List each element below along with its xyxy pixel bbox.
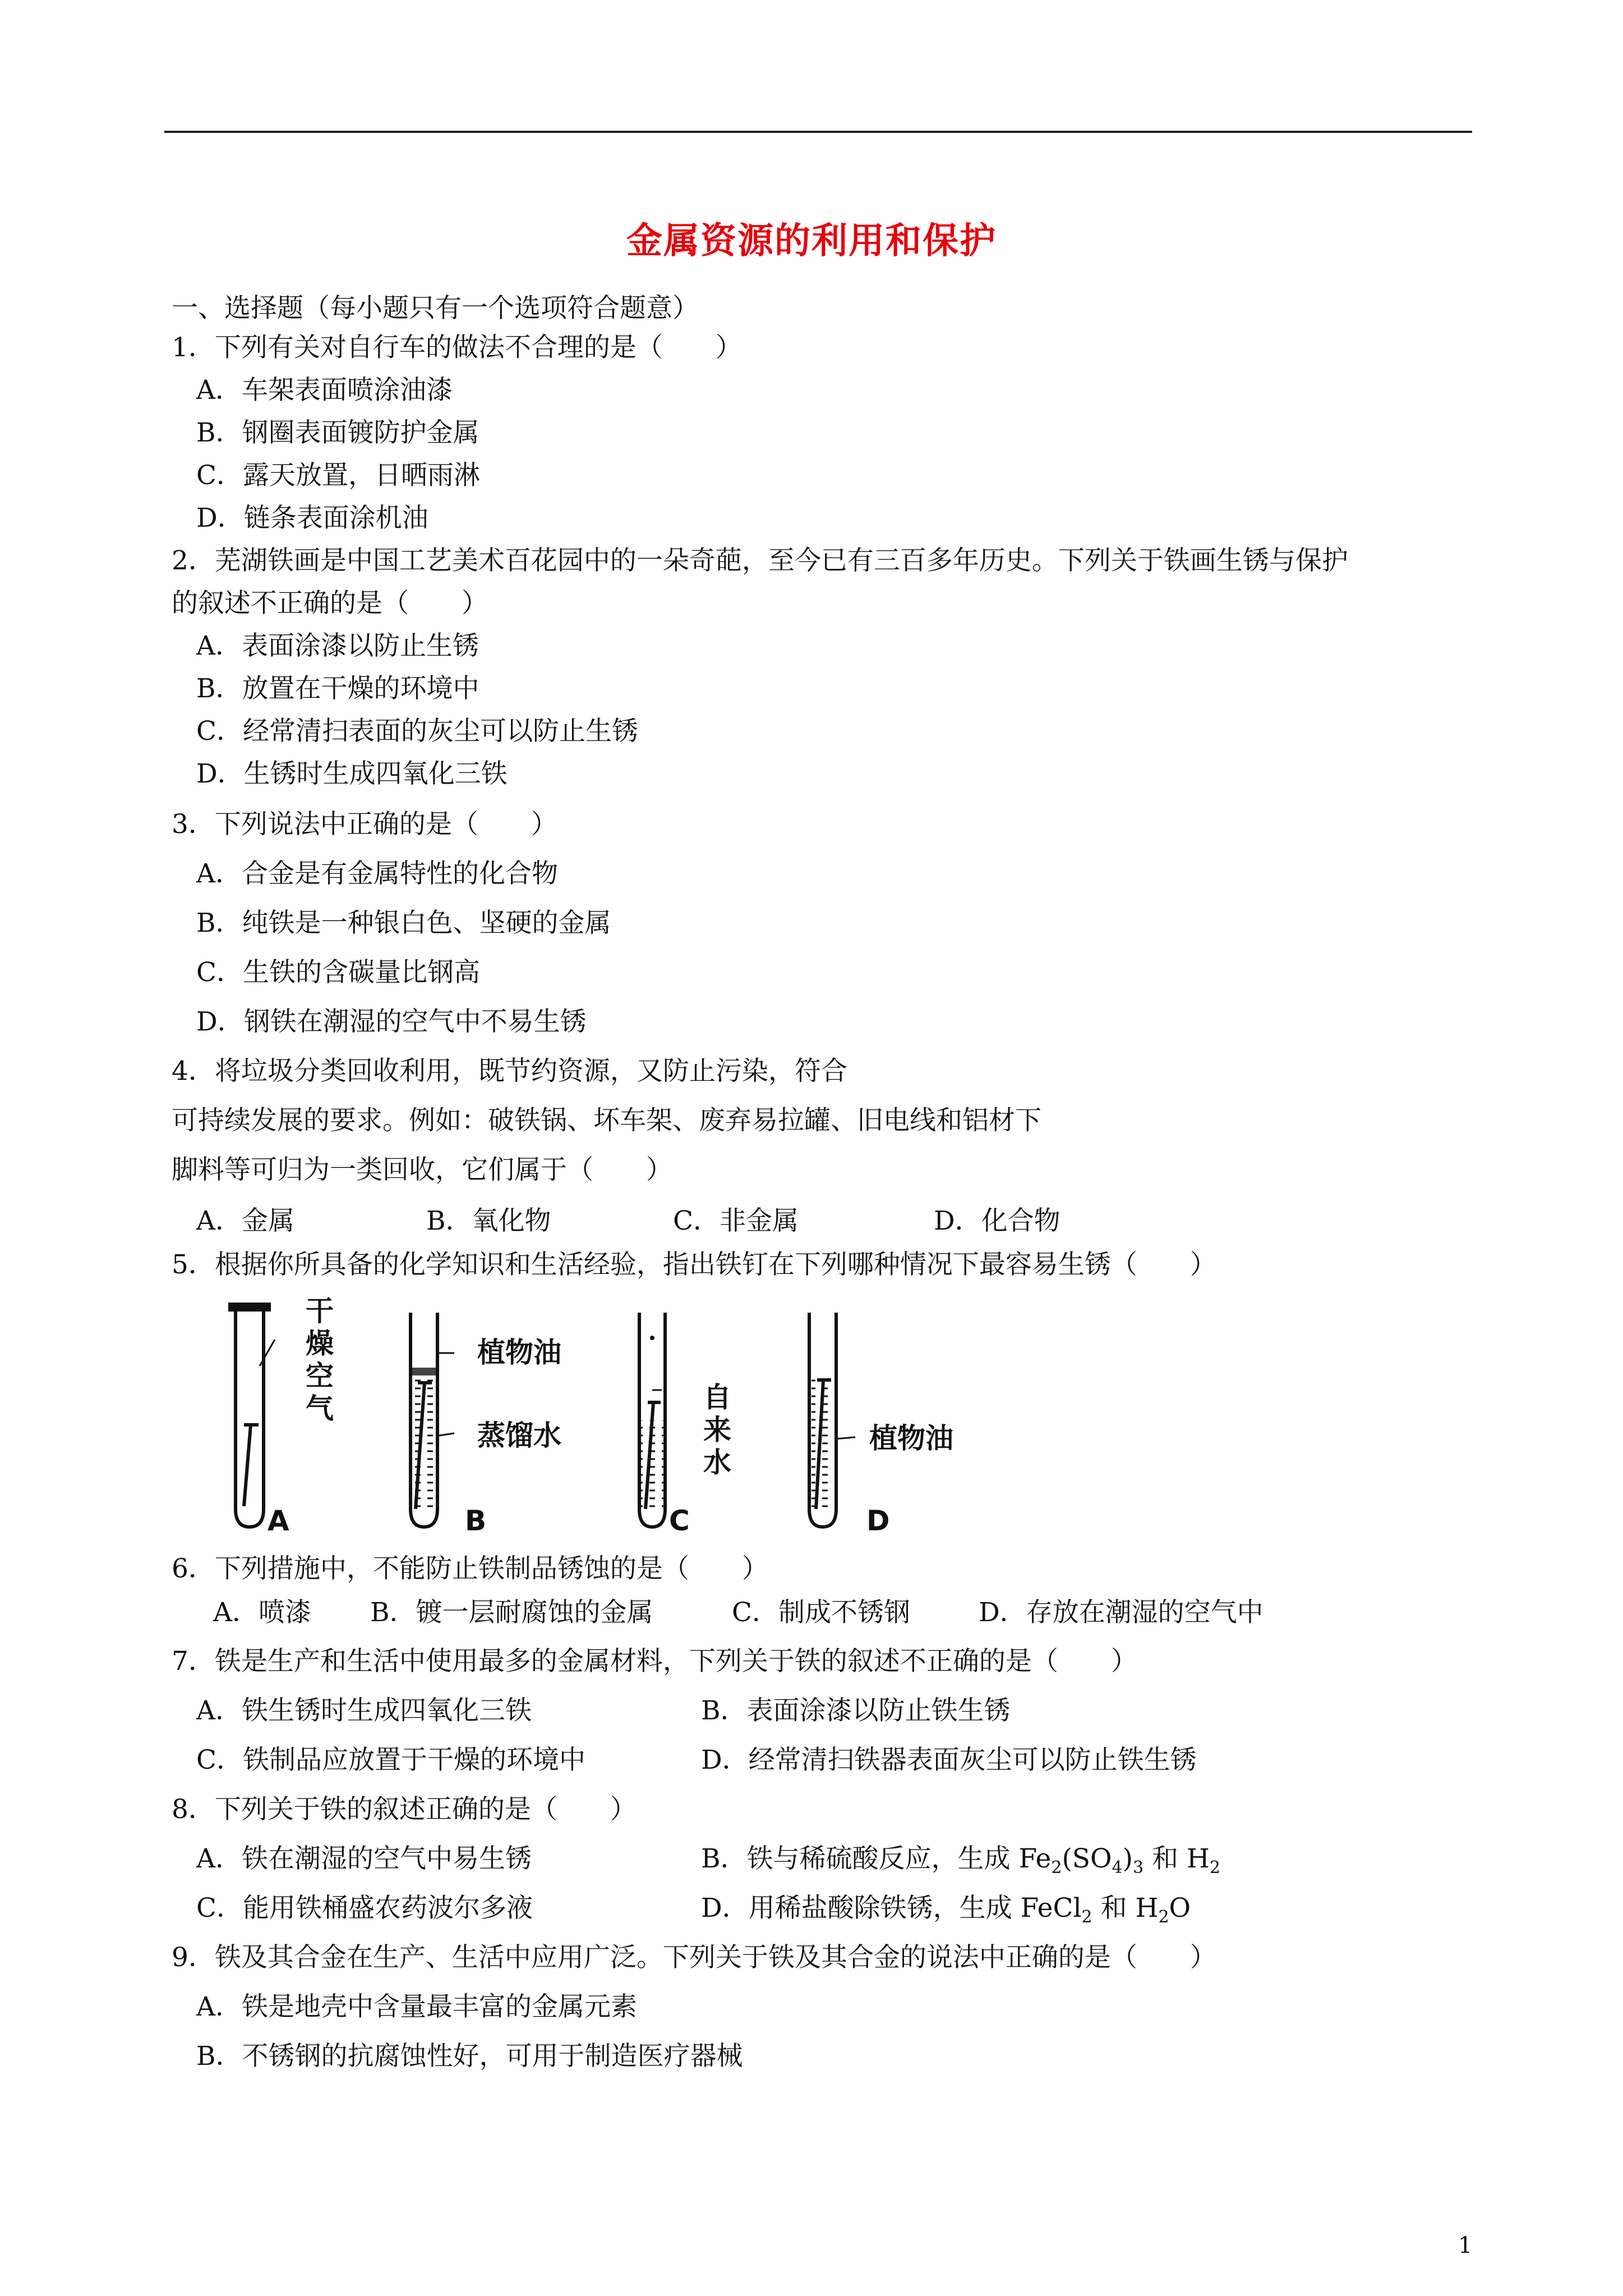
question-8-option-b: B．铁与稀硫酸反应，生成 $Fe_2(SO_4)_3$ 和 $H_2$ <box>701 1843 1221 1878</box>
question-8-stem: 8．下列关于铁的叙述正确的是（ ） <box>172 1794 637 1825</box>
question-6-option-a: A．喷漆 <box>213 1597 311 1628</box>
question-1-stem: 1．下列有关对自行车的做法不合理的是（ ） <box>172 332 742 363</box>
question-1-option-c: C．露天放置，日晒雨淋 <box>196 460 480 491</box>
question-3-option-d: D．钢铁在潮湿的空气中不易生锈 <box>196 1006 587 1037</box>
tube-letter-d: D <box>866 1504 890 1537</box>
label-dry-air: 干燥空气 <box>306 1295 334 1425</box>
section-header: 一、选择题（每小题只有一个选项符合题意） <box>172 293 699 324</box>
question-6-option-d: D．存放在潮湿的空气中 <box>979 1597 1264 1628</box>
question-2-option-d: D．生锈时生成四氧化三铁 <box>196 758 508 789</box>
question-7-option-b: B．表面涂漆以防止铁生锈 <box>701 1695 1011 1726</box>
question-1-option-d: D．链条表面涂机油 <box>196 503 428 533</box>
question-9-stem: 9．铁及其合金在生产、生活中应用广泛。下列关于铁及其合金的说法中正确的是（ ） <box>172 1942 1216 1973</box>
question-4-stem-line-3: 脚料等可归为一类回收，它们属于（ ） <box>172 1154 672 1185</box>
tube-a <box>228 1303 275 1527</box>
question-4-option-d: D．化合物 <box>934 1205 1061 1236</box>
tube-b <box>411 1313 454 1527</box>
question-7-stem: 7．铁是生产和生活中使用最多的金属材料，下列关于铁的叙述不正确的是（ ） <box>172 1646 1137 1677</box>
question-6-stem: 6．下列措施中，不能防止铁制品锈蚀的是（ ） <box>172 1553 768 1584</box>
question-4-stem-line-1: 4．将垃圾分类回收利用，既节约资源，又防止污染，符合 <box>172 1056 847 1087</box>
question-8-option-d: D．用稀盐酸除铁锈，生成 FeCl$_2$ 和 $H_2O$ <box>701 1893 1191 1927</box>
question-9-option-a: A．铁是地壳中含量最丰富的金属元素 <box>196 1991 637 2022</box>
tube-letter-b: B <box>465 1504 487 1537</box>
question-8-option-c: C．能用铁桶盛农药波尔多液 <box>196 1893 533 1924</box>
question-2-stem-line-2: 的叙述不正确的是（ ） <box>172 588 488 619</box>
question-7-option-a: A．铁生锈时生成四氧化三铁 <box>196 1695 532 1726</box>
question-4-stem-line-2: 可持续发展的要求。例如：破铁锅、坏车架、废弃易拉罐、旧电线和铝材下 <box>172 1105 1041 1136</box>
question-6-option-c: C．制成不锈钢 <box>732 1597 910 1628</box>
question-6-option-b: B．镀一层耐腐蚀的金属 <box>370 1597 653 1628</box>
label-tap-water: 自来水 <box>703 1381 731 1479</box>
test-tube-figure <box>216 1290 1018 1543</box>
question-4-option-c: C．非金属 <box>673 1205 799 1236</box>
tube-c <box>639 1313 665 1527</box>
header-rule <box>164 131 1472 133</box>
question-7-option-c: C．铁制品应放置于干燥的环境中 <box>196 1745 585 1775</box>
question-4-option-a: A．金属 <box>196 1205 294 1236</box>
question-3-option-c: C．生铁的含碳量比钢高 <box>196 957 480 988</box>
label-vegetable-oil-b: 植物油 <box>477 1336 561 1369</box>
tube-d <box>809 1313 855 1527</box>
tube-letter-c: C <box>669 1504 690 1537</box>
question-2-option-a: A．表面涂漆以防止生锈 <box>196 631 479 661</box>
question-2-option-b: B．放置在干燥的环境中 <box>196 673 479 704</box>
question-3-option-a: A．合金是有金属特性的化合物 <box>196 858 558 889</box>
question-2-stem-line-1: 2．芜湖铁画是中国工艺美术百花园中的一朵奇葩，至今已有三百多年历史。下列关于铁画生锈与保护 <box>172 545 1348 576</box>
question-2-option-c: C．经常清扫表面的灰尘可以防止生锈 <box>196 716 638 747</box>
tube-letter-a: A <box>268 1504 289 1537</box>
question-1-option-a: A．车架表面喷涂油漆 <box>196 375 453 406</box>
nail-a <box>244 1425 251 1506</box>
question-5-stem: 5．根据你所具备的化学知识和生活经验，指出铁钉在下列哪种情况下最容易生锈（ ） <box>172 1249 1216 1280</box>
question-7-option-d: D．经常清扫铁器表面灰尘可以防止铁生锈 <box>701 1745 1197 1775</box>
question-9-option-b: B．不锈钢的抗腐蚀性好，可用于制造医疗器械 <box>196 2041 743 2072</box>
label-distilled-water: 蒸馏水 <box>477 1419 561 1452</box>
question-1-option-b: B．钢圈表面镀防护金属 <box>196 417 479 448</box>
page-number: 1 <box>1458 2233 1473 2258</box>
question-8-option-a: A．铁在潮湿的空气中易生锈 <box>196 1843 532 1874</box>
question-3-option-b: B．纯铁是一种银白色、坚硬的金属 <box>196 908 611 938</box>
page-title: 金属资源的利用和保护 <box>626 220 997 262</box>
label-vegetable-oil-d: 植物油 <box>869 1422 953 1455</box>
question-4-option-b: B．氧化物 <box>426 1205 551 1236</box>
question-3-stem: 3．下列说法中正确的是（ ） <box>172 809 557 840</box>
